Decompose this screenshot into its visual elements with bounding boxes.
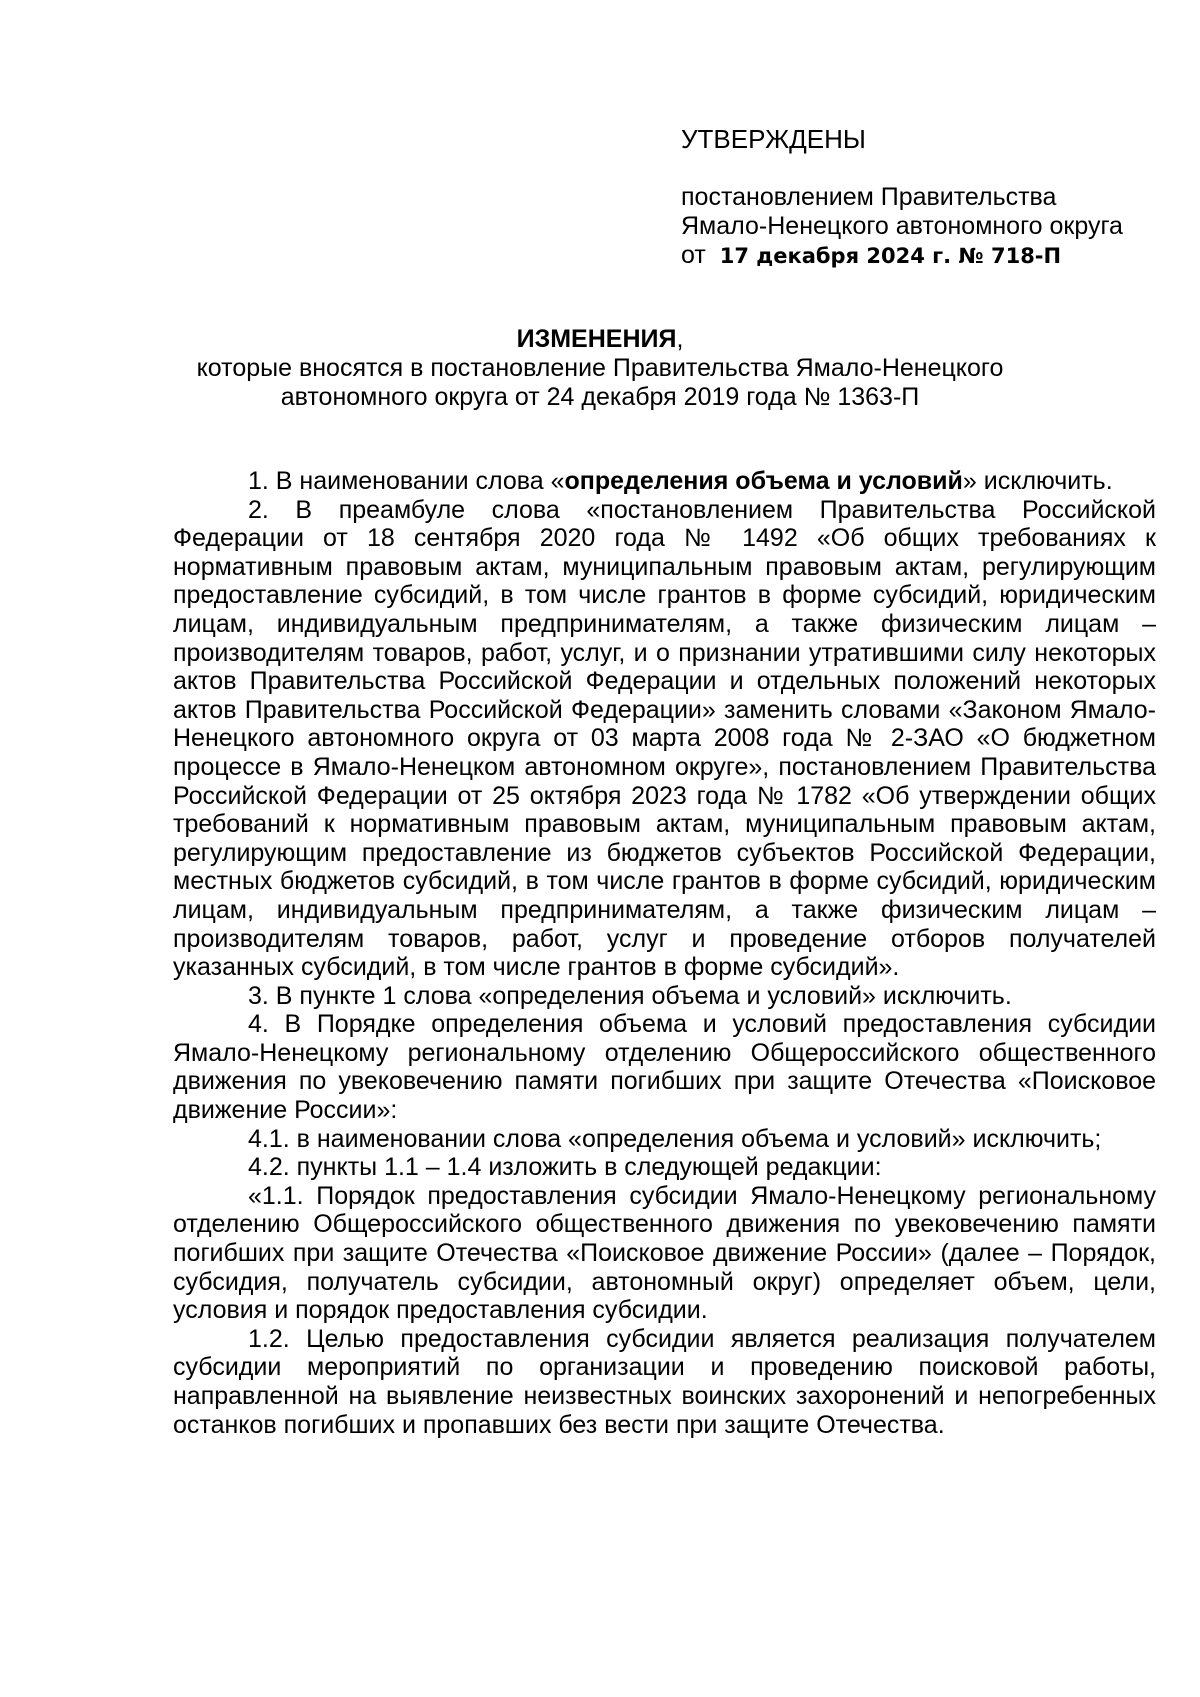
decree-line-2: Ямало-Ненецкого автономного округа xyxy=(681,212,1123,240)
paragraph-2: 2. В преамбуле слова «постановлением Правительства Российской Федерации от 18 сентября 2020 года № 1492 «Об общих требованиях к нормативным правовым актам, муниципальным правовым актам, регулирующим предоставление субсидий, в том числе грантов в форме субсидий, юридическим лицам, индивидуальным предпринимателям, а также физическим лицам – производителям товаров, работ, услуг, и о признании утратившими силу некоторых актов Правительства Российской Федерации и отдельных положений некоторых актов Правительства Российской Федерации» заменить словами «Законом Ямало-Ненецкого автономного округа от 03 марта 2008 года № 2-ЗАО «О бюджетном процессе в Ямало-Ненецком автономном округе», постановлением Правительства Российской Федерации от 25 октября 2023 года № 1782 «Об утверждении общих требований к нормативным правовым актам, муниципальным правовым актам, регулирующим предоставление из бюджетов субъектов Российской Федерации, местных бюджетов субсидий, в том числе грантов в форме субсидий, юридическим лицам, индивидуальным предпринимателям, а также физическим лицам – производителям товаров, работ, услуг и проведение отборов получателей указанных субсидий, в том числе грантов в форме субсидий». xyxy=(173,495,1156,982)
paragraph-1-2: 1.2. Целью предоставления субсидии является реализация получателем субсидии мероприятий по организации и проведению поисковой работы, направленной на выявление неизвестных воинских захоронений и непогребенных останков погибших и пропавших без вести при защите Отечества. xyxy=(173,1324,1156,1439)
paragraph-1-start: 1. В наименовании слова « xyxy=(248,467,565,495)
decree-date-number: 17 декабря 2024 г. № 718-П xyxy=(719,244,1062,268)
paragraph-4: 4. В Порядке определения объема и условий предоставления субсидии Ямало-Ненецкому региональному отделению Общероссийского общественного движения по увековечению памяти погибших при защите Отечества «Поисковое движение России»: xyxy=(173,1010,1156,1125)
paragraph-4-1: 4.1. в наименовании слова «определения объема и условий» исключить; xyxy=(248,1124,1102,1153)
document-title-main: ИЗМЕНЕНИЯ xyxy=(516,325,677,353)
paragraph-1-1: «1.1. Порядок предоставления субсидии Ямало-Ненецкому региональному отделению Общероссийского общественного движения по увековечению памяти погибших при защите Отечества «Поисковое движение России» (далее – Порядок, субсидия, получатель субсидии, автономный округ) определяет объем, цели, условия и порядок предоставления субсидии. xyxy=(173,1181,1156,1325)
document-title xyxy=(0,325,1200,354)
subtitle-line-2: автономного округа от 24 декабря 2019 года № 1363-П xyxy=(280,383,920,411)
approval-decree-reference xyxy=(681,183,1123,271)
subtitle-line-1: которые вносятся в постановление Правительства Ямало-Ненецкого xyxy=(196,354,1004,382)
approval-stamp-heading: УТВЕРЖДЕНЫ xyxy=(681,124,866,154)
document-body xyxy=(173,467,1156,1439)
paragraph-1 xyxy=(173,467,1156,496)
paragraph-1-end: » исключить. xyxy=(962,467,1113,495)
decree-line-1: постановлением Правительства xyxy=(681,183,1057,211)
paragraph-3: 3. В пункте 1 слова «определения объема и условий» исключить. xyxy=(248,981,1012,1010)
decree-line-3 xyxy=(681,241,1123,271)
paragraph-4-2: 4.2. пункты 1.1 – 1.4 изложить в следующей редакции: xyxy=(248,1153,882,1182)
decree-from-label: от xyxy=(681,241,706,269)
paragraph-1-bold-phrase: определения объема и условий xyxy=(564,467,963,495)
document-title-comma: , xyxy=(676,325,684,353)
document-subtitle xyxy=(0,354,1200,412)
